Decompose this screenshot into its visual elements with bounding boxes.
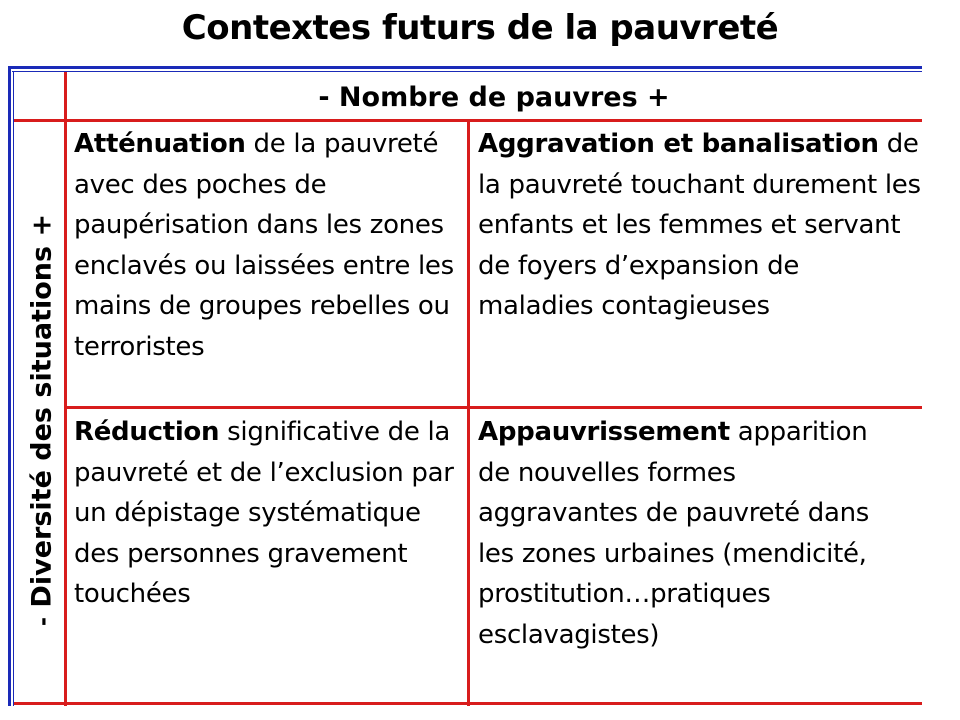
cell-top-left-text: de la pauvreté avec des poches de paupérisation dans les zones enclavés ou laissées entre les mains de groupes rebelles ou terroristes (74, 129, 454, 362)
cell-bottom-left (74, 412, 466, 615)
grid-middle-row-line (66, 406, 922, 409)
frame-top-line-inner (12, 71, 922, 72)
frame-left-line (8, 66, 11, 706)
cell-top-left (74, 124, 466, 367)
cell-bottom-left-text: significative de la pauvreté et de l’exclusion par un dépistage systématique des personnes gravement touchées (74, 417, 454, 609)
y-axis-text: Diversité des situations (26, 245, 58, 608)
grid-left-column-line (64, 72, 67, 706)
cell-bottom-right (478, 412, 870, 655)
cell-bottom-left-heading: Réduction (74, 417, 220, 447)
page-title: Contextes futurs de la pauvreté (181, 8, 779, 48)
cell-top-left-heading: Atténuation (74, 129, 246, 159)
y-axis-plus: + (26, 213, 58, 237)
cell-top-right (478, 124, 922, 327)
frame-top-line (8, 66, 922, 69)
cell-bottom-right-text: apparition de nouvelles formes aggravantes de pauvreté dans les zones urbaines (mendicité, prostitution…pratiques esclavagistes) (478, 417, 870, 650)
x-axis-label: - Nombre de pauvres + (318, 82, 670, 113)
cell-bottom-right-heading: Appauvrissement (478, 417, 730, 447)
cell-top-right-heading: Aggravation et banalisation (478, 129, 879, 159)
grid-bottom-line (14, 702, 922, 705)
frame-left-line-inner (13, 71, 14, 706)
cell-top-right-text: de la pauvreté touchant durement les enfants et les femmes et servant de foyers d’expansion de maladies contagieuses (478, 129, 921, 321)
y-axis-minus: - (31, 616, 57, 627)
y-axis-label (27, 214, 58, 626)
grid-center-column-line (467, 120, 470, 706)
